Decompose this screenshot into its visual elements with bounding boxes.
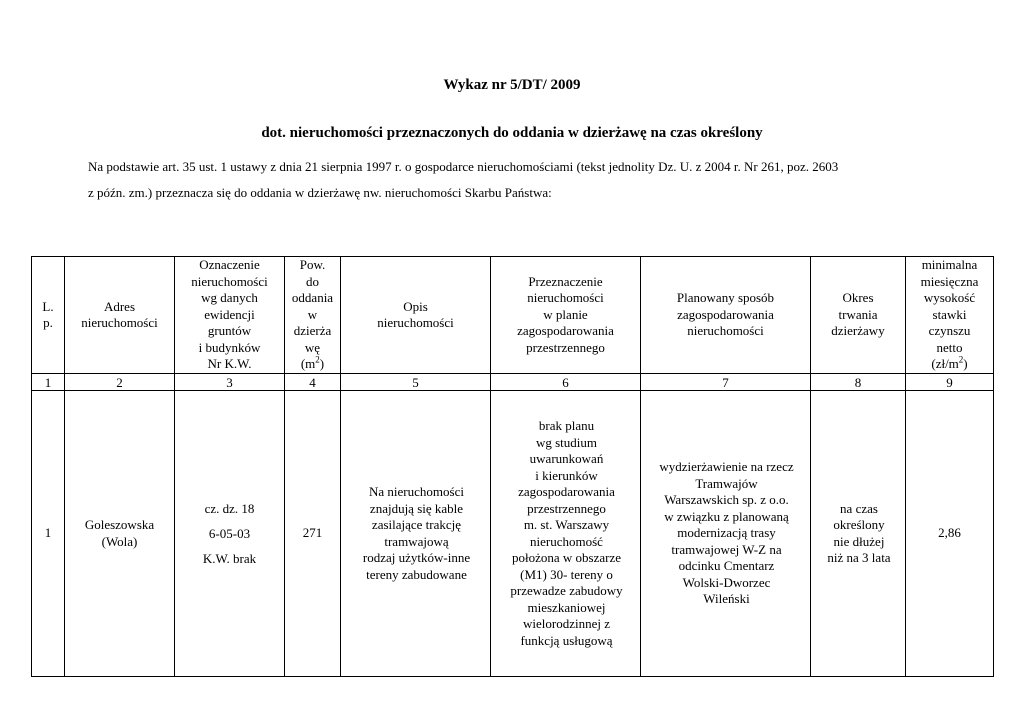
cell-address: Goleszowska (Wola)	[65, 391, 175, 677]
legal-basis-line-1: Na podstawie art. 35 ust. 1 ustawy z dnia 21 sierpnia 1997 r. o gospodarce nieruchomościami (tekst jednolity Dz. U. z 2004 r. Nr 261, poz. 2603	[88, 159, 839, 174]
cell-zoning: brak planu wg studium uwarunkowań i kierunków zagospodarowania przestrzennego m. st. Warszawy nieruchomość położona w obszarze (M1) 30- tereny o przewadze zabudowy mieszkaniowej wielorodzinnej z funkcją usługową	[491, 391, 641, 677]
column-number: 5	[341, 374, 491, 391]
header-area-close: )	[319, 356, 325, 372]
header-row	[32, 257, 994, 374]
cell-lease-period: na czas określony nie dłużej niż na 3 lata	[811, 391, 906, 677]
header-area	[285, 257, 341, 374]
document-subtitle: dot. nieruchomości przeznaczonych do oddania w dzierżawę na czas określony	[261, 125, 763, 141]
column-number: 4	[285, 374, 341, 391]
column-number: 1	[32, 374, 65, 391]
cell-area: 271	[285, 391, 341, 677]
table-row	[32, 391, 994, 677]
cell-designation: cz. dz. 18 6-05-03 K.W. brak	[175, 391, 285, 677]
header-address: Adres nieruchomości	[65, 257, 175, 374]
header-designation: Oznaczenie nieruchomości wg danych ewidencji gruntów i budynków Nr K.W.	[175, 257, 285, 374]
header-min-rent-sup: 2	[958, 354, 964, 365]
document-title: Wykaz nr 5/DT/ 2009	[443, 77, 581, 93]
header-planned-use: Planowany sposób zagospodarowania nieruchomości	[641, 257, 811, 374]
cell-description: Na nieruchomości znajdują się kable zasilające trakcję tramwajową rodzaj użytków-inne tereny zabudowane	[341, 391, 491, 677]
column-number-row	[32, 374, 994, 391]
legal-basis-paragraph	[88, 154, 988, 206]
header-area-sup: 2	[315, 354, 320, 365]
header-lp: L. p.	[32, 257, 65, 374]
column-number: 2	[65, 374, 175, 391]
column-number: 6	[491, 374, 641, 391]
property-table	[31, 256, 994, 677]
header-area-label: Pow. do oddania w dzierża wę (m	[291, 257, 334, 372]
header-zoning: Przeznaczenie nieruchomości w planie zagospodarowania przestrzennego	[491, 257, 641, 374]
header-lease-period: Okres trwania dzierżawy	[811, 257, 906, 374]
legal-basis-line-2: z późn. zm.) przeznacza się do oddania w dzierżawę nw. nieruchomości Skarbu Państwa:	[88, 185, 552, 200]
column-number: 3	[175, 374, 285, 391]
header-min-rent-close: )	[963, 356, 968, 372]
column-number: 7	[641, 374, 811, 391]
cell-planned-use: wydzierżawienie na rzecz Tramwajów Warszawskich sp. z o.o. w związku z planowaną modernizacją trasy tramwajowej W-Z na odcinku Cmentarz Wolski-Dworzec Wileński	[641, 391, 811, 677]
header-min-rent	[906, 257, 994, 374]
column-number: 9	[906, 374, 994, 391]
column-number: 8	[811, 374, 906, 391]
header-description: Opis nieruchomości	[341, 257, 491, 374]
cell-lp: 1	[32, 391, 65, 677]
header-min-rent-label: minimalna miesięczna wysokość stawki czynszu netto (zł/m	[920, 257, 979, 372]
cell-min-rent: 2,86	[906, 391, 994, 677]
